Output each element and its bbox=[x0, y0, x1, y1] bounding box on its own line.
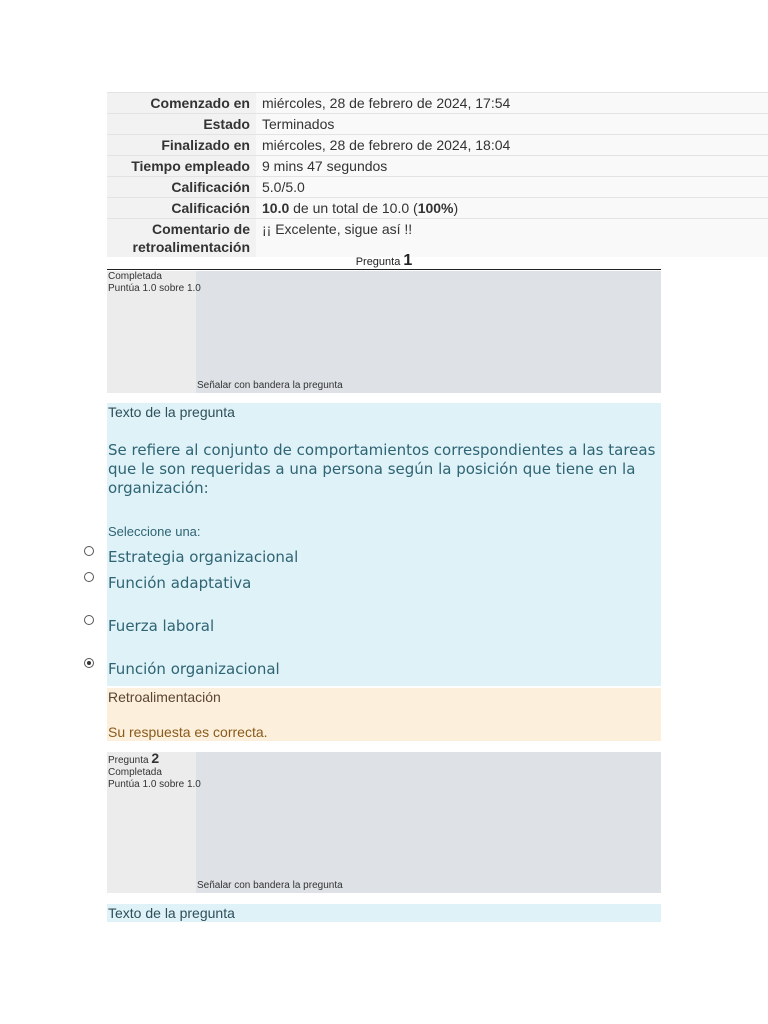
radio-unchecked-icon[interactable] bbox=[84, 572, 94, 582]
summary-row-started bbox=[107, 93, 768, 114]
question-1-content bbox=[107, 403, 661, 686]
answer-option-label[interactable]: Fuerza laboral bbox=[108, 617, 215, 635]
feedback-title: Retroalimentación bbox=[108, 689, 221, 705]
question-score: Puntúa 1.0 sobre 1.0 bbox=[108, 283, 201, 294]
select-one-label: Seleccione una: bbox=[108, 524, 201, 539]
grade-percent: 100% bbox=[417, 200, 454, 216]
question-1-info bbox=[107, 271, 661, 393]
answer-option-label[interactable]: Función adaptativa bbox=[108, 574, 252, 592]
radio-unchecked-icon[interactable] bbox=[84, 546, 94, 556]
answer-option-label[interactable]: Estrategia organizacional bbox=[108, 548, 299, 566]
question-status: Completada bbox=[108, 271, 162, 282]
grade-total: de un total de 10.0 ( bbox=[289, 200, 418, 216]
question-number: 2 bbox=[151, 750, 160, 766]
question-1-feedback bbox=[107, 688, 661, 741]
summary-label: Calificación bbox=[107, 198, 256, 219]
question-text-label: Texto de la pregunta bbox=[108, 404, 235, 420]
summary-value: 9 mins 47 segundos bbox=[256, 156, 768, 177]
summary-value bbox=[256, 198, 768, 219]
summary-row-finished bbox=[107, 135, 768, 156]
summary-row-grade bbox=[107, 198, 768, 219]
question-2-content bbox=[107, 904, 661, 922]
summary-value: Terminados bbox=[256, 114, 768, 135]
flag-question-link[interactable]: Señalar con bandera la pregunta bbox=[197, 380, 343, 391]
grade-value: 10.0 bbox=[262, 200, 290, 216]
summary-label: Estado bbox=[107, 114, 256, 135]
question-2-info bbox=[107, 752, 661, 893]
summary-label: Tiempo empleado bbox=[107, 156, 256, 177]
question-word: Pregunta bbox=[355, 256, 401, 268]
summary-row-marks bbox=[107, 177, 768, 198]
question-2-header bbox=[107, 752, 661, 767]
radio-checked-icon[interactable] bbox=[84, 658, 94, 668]
summary-value: miércoles, 28 de febrero de 2024, 18:04 bbox=[256, 135, 768, 156]
flag-question-link[interactable]: Señalar con bandera la pregunta bbox=[197, 880, 343, 891]
question-status: Completada bbox=[108, 767, 162, 778]
summary-label: Comentario de retroalimentación bbox=[107, 219, 256, 258]
summary-label: Comenzado en bbox=[107, 93, 256, 114]
question-1-header bbox=[107, 252, 661, 270]
summary-value: 5.0/5.0 bbox=[256, 177, 768, 198]
summary-value: miércoles, 28 de febrero de 2024, 17:54 bbox=[256, 93, 768, 114]
summary-label: Calificación bbox=[107, 177, 256, 198]
question-number: 1 bbox=[403, 252, 413, 269]
attempt-summary-table bbox=[107, 92, 768, 257]
question-text-label: Texto de la pregunta bbox=[108, 905, 235, 921]
question-score: Puntúa 1.0 sobre 1.0 bbox=[108, 779, 201, 790]
question-word: Pregunta bbox=[108, 755, 149, 766]
radio-unchecked-icon[interactable] bbox=[84, 615, 94, 625]
answer-option-label[interactable]: Función organizacional bbox=[108, 660, 280, 678]
grade-close: ) bbox=[453, 200, 459, 216]
feedback-text: Su respuesta es correcta. bbox=[108, 724, 268, 740]
summary-value: ¡¡ Excelente, sigue así !! bbox=[256, 219, 768, 258]
question-text: Se refiere al conjunto de comportamientos correspondientes a las tareas que le son requeridas a una persona según la posición que tiene en la organización: bbox=[108, 441, 656, 497]
summary-row-state bbox=[107, 114, 768, 135]
summary-row-time-taken bbox=[107, 156, 768, 177]
summary-label: Finalizado en bbox=[107, 135, 256, 156]
